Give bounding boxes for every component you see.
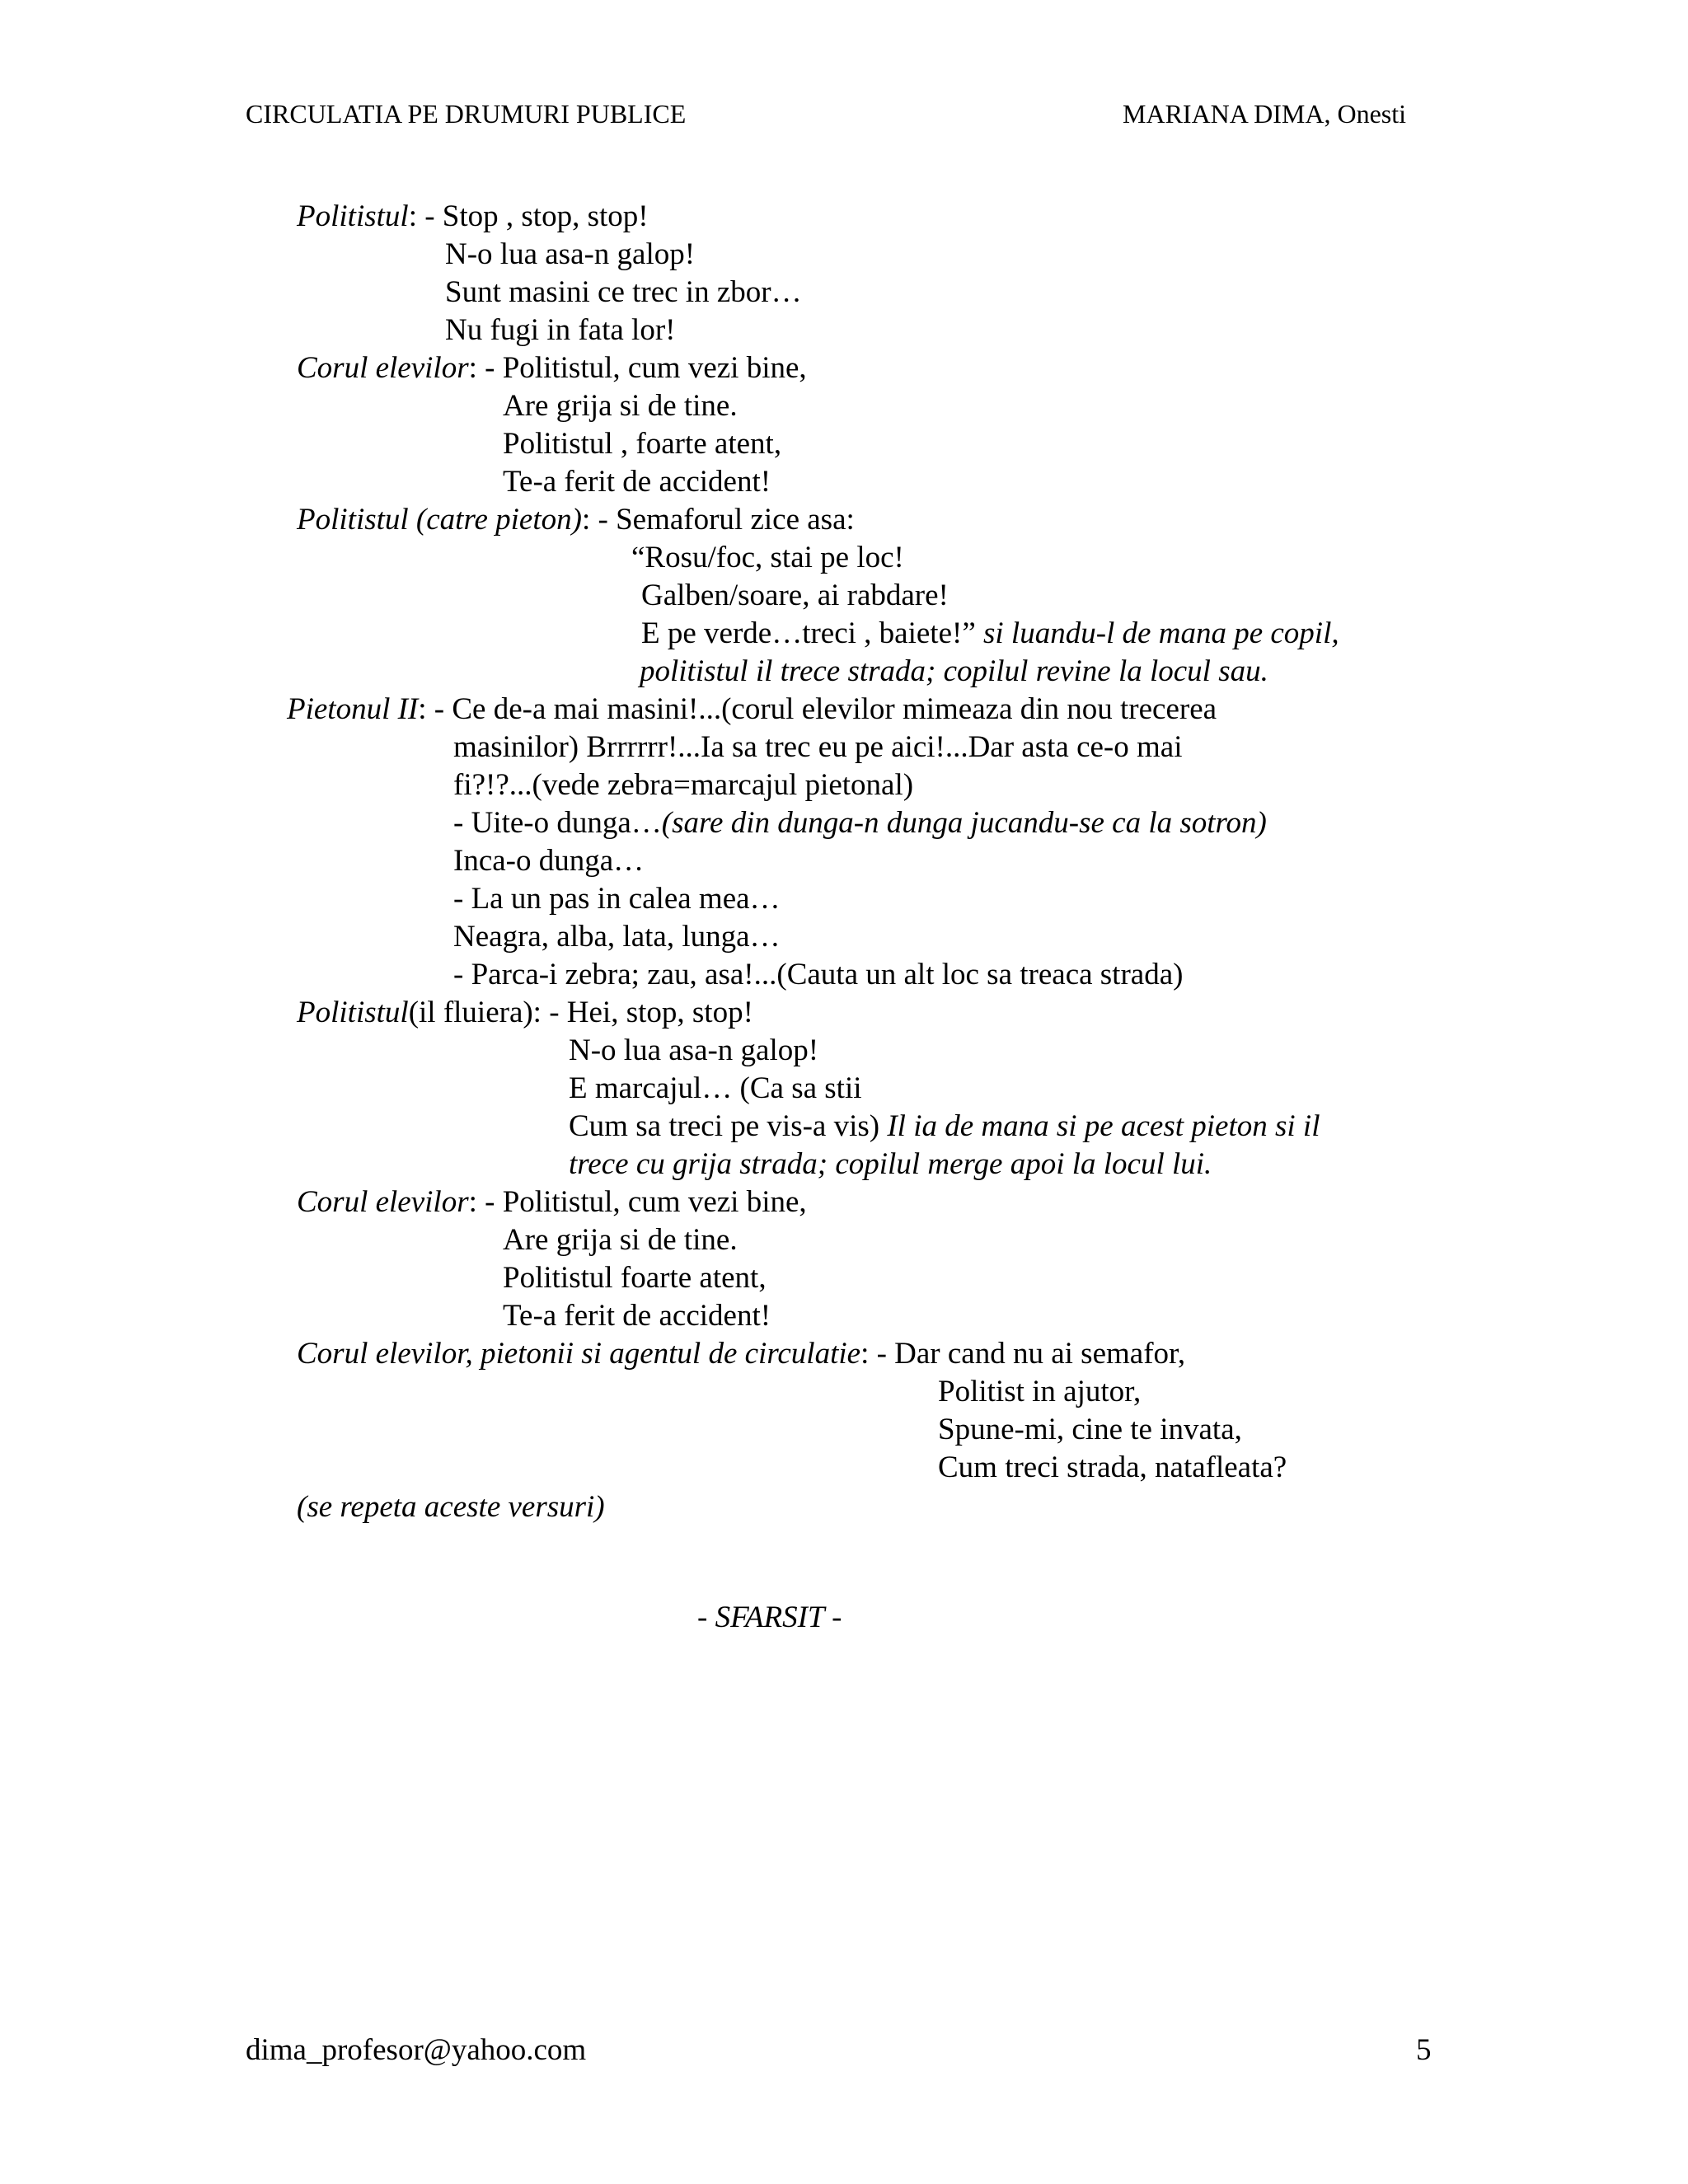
line-23: N-o lua asa-n galop! bbox=[569, 1033, 819, 1067]
dialogue-text: : - Semaforul zice asa: bbox=[581, 503, 855, 537]
end-marker: - SFARSIT - bbox=[697, 1601, 842, 1634]
line-4: Nu fugi in fata lor! bbox=[445, 313, 676, 347]
stage-direction: Il ia de mana si pe acest pieton si il bbox=[879, 1109, 1320, 1143]
speaker: Politistul (catre pieton) bbox=[297, 503, 582, 537]
line-13: politistul il trece strada; copilul revine la locul sau. bbox=[640, 654, 1268, 688]
line-33: Spune-mi, cine te invata, bbox=[938, 1413, 1242, 1446]
footer-email: dima_profesor@yahoo.com bbox=[246, 2033, 587, 2067]
line-12 bbox=[641, 615, 1339, 653]
line-16: fi?!?...(vede zebra=marcajul pietonal) bbox=[453, 768, 914, 802]
line-5 bbox=[297, 349, 807, 387]
dialogue-text: : - Dar cand nu ai semafor, bbox=[860, 1337, 1186, 1371]
line-19: - La un pas in calea mea… bbox=[453, 882, 781, 916]
line-7: Politistul , foarte atent, bbox=[503, 427, 782, 461]
line-22 bbox=[297, 994, 753, 1032]
stage-direction: si luandu-l de mana pe copil, bbox=[975, 616, 1339, 650]
line-21: - Parca-i zebra; zau, asa!...(Cauta un alt loc sa treaca strada) bbox=[453, 958, 1184, 991]
line-28: Are grija si de tine. bbox=[503, 1223, 738, 1257]
dialogue-text: E pe verde…treci , baiete!” bbox=[641, 616, 976, 650]
dialogue-text: : - Politistul, cum vezi bine, bbox=[468, 1185, 807, 1219]
line-24: E marcajul… (Ca sa stii bbox=[569, 1071, 862, 1105]
page-number: 5 bbox=[1416, 2033, 1432, 2067]
line-25 bbox=[569, 1108, 1320, 1146]
line-1 bbox=[297, 198, 649, 236]
speaker: Pietonul II bbox=[287, 692, 419, 726]
speaker: Corul elevilor bbox=[297, 1185, 469, 1219]
line-30: Te-a ferit de accident! bbox=[503, 1299, 771, 1333]
line-15: masinilor) Brrrrrr!...Ia sa trec eu pe aici!...Dar asta ce-o mai bbox=[453, 730, 1183, 764]
line-6: Are grija si de tine. bbox=[503, 389, 738, 423]
line-10: “Rosu/foc, stai pe loc! bbox=[631, 541, 904, 574]
header-title: CIRCULATIA PE DRUMURI PUBLICE bbox=[246, 99, 687, 129]
speaker: Corul elevilor bbox=[297, 351, 469, 385]
dialogue-text: Cum sa treci pe vis-a vis) bbox=[569, 1109, 880, 1143]
line-26: trece cu grija strada; copilul merge apoi la locul lui. bbox=[569, 1147, 1212, 1181]
dialogue-text: (il fluiera): - Hei, stop, stop! bbox=[408, 996, 753, 1029]
line-17 bbox=[453, 804, 1267, 842]
header-author: MARIANA DIMA, Onesti bbox=[1123, 99, 1406, 129]
line-3: Sunt masini ce trec in zbor… bbox=[445, 275, 802, 309]
line-18: Inca-o dunga… bbox=[453, 844, 645, 878]
stage-note: (se repeta aceste versuri) bbox=[297, 1490, 605, 1524]
dialogue-text: : - Stop , stop, stop! bbox=[408, 199, 649, 233]
line-29: Politistul foarte atent, bbox=[503, 1261, 767, 1295]
line-9 bbox=[297, 501, 855, 539]
line-34: Cum treci strada, natafleata? bbox=[938, 1451, 1287, 1484]
dialogue-text: - Uite-o dunga… bbox=[453, 806, 662, 840]
line-20: Neagra, alba, lata, lunga… bbox=[453, 920, 781, 954]
speaker: Corul elevilor, pietonii si agentul de circulatie bbox=[297, 1337, 861, 1371]
speaker: Politistul bbox=[297, 199, 409, 233]
line-14 bbox=[287, 691, 1217, 729]
stage-direction: (sare din dunga-n dunga jucandu-se ca la sotron) bbox=[661, 806, 1267, 840]
line-32: Politist in ajutor, bbox=[938, 1375, 1142, 1408]
line-8: Te-a ferit de accident! bbox=[503, 465, 771, 499]
line-31 bbox=[297, 1335, 1185, 1373]
dialogue-text: : - Politistul, cum vezi bine, bbox=[468, 351, 807, 385]
speaker: Politistul bbox=[297, 996, 409, 1029]
line-27 bbox=[297, 1183, 807, 1221]
line-2: N-o lua asa-n galop! bbox=[445, 237, 696, 271]
line-11: Galben/soare, ai rabdare! bbox=[641, 579, 949, 612]
dialogue-text: : - Ce de-a mai masini!...(corul elevilor mimeaza din nou trecerea bbox=[418, 692, 1217, 726]
